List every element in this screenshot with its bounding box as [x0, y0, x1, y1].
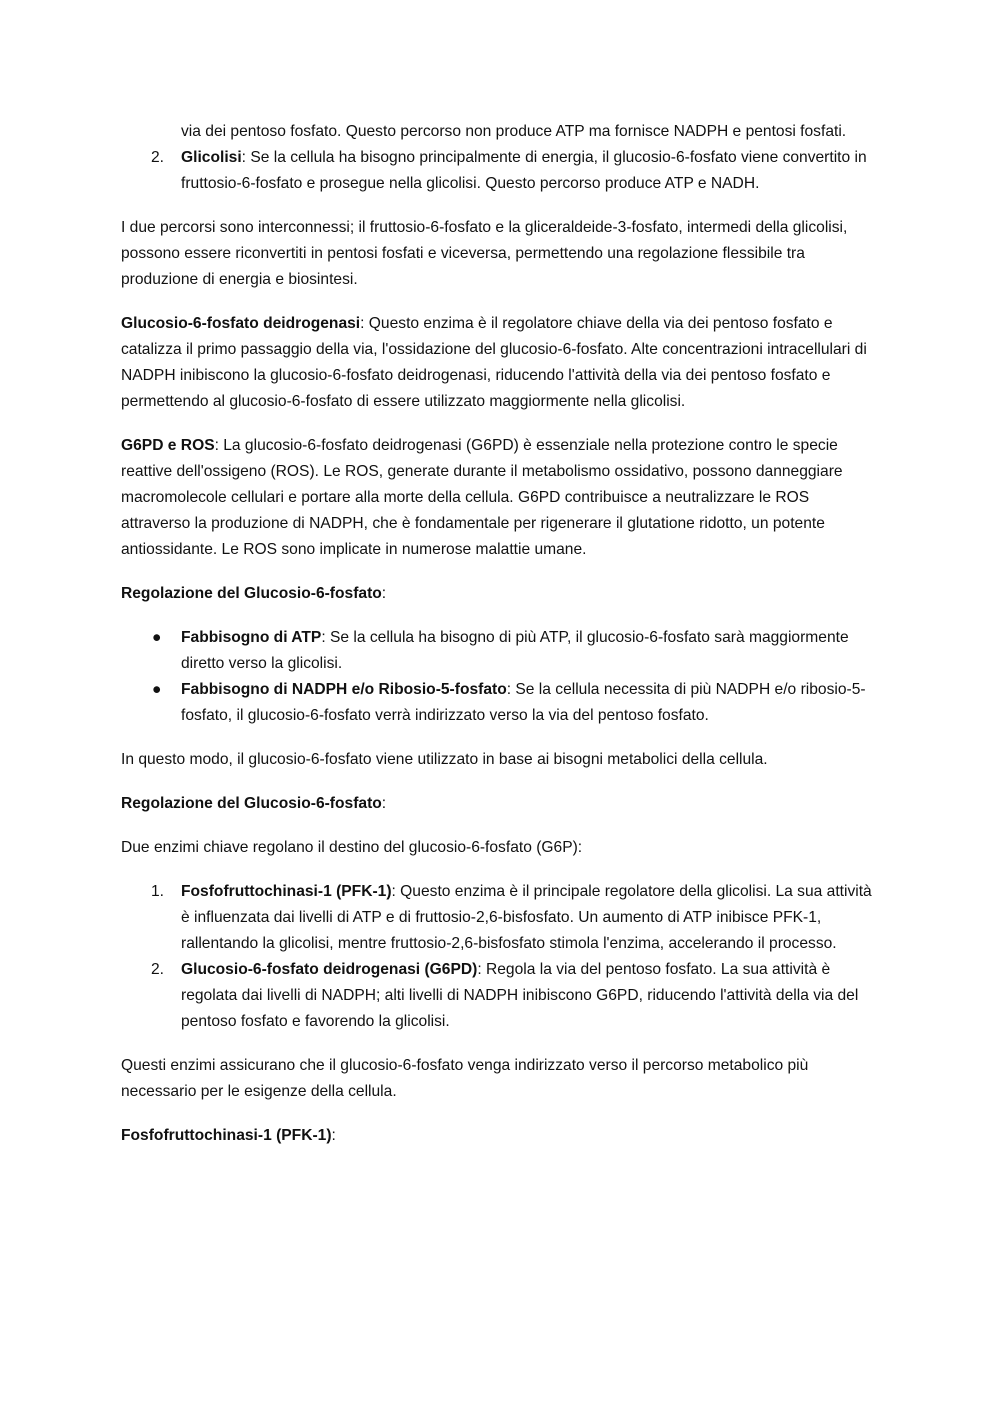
bullet-icon: ●: [152, 681, 162, 698]
paragraph-term: Glucosio-6-fosfato deidrogenasi: [121, 315, 361, 332]
heading-colon: :: [331, 1127, 336, 1144]
paragraph-due-enzimi: Due enzimi chiave regolano il destino del glucosio-6-fosfato (G6P):: [121, 839, 583, 856]
list-item-text: : Questo enzima è il principale regolatore della glicolisi. La sua attività è influenzata dai livelli di ATP e di fruttosio-2,6-bisfosfato. Un aumento di ATP inibisce PFK-1, rallentando la glicolisi, mentre fruttosio-2,6-bisfosfato stimola l'enzima, accelerando il processo.: [181, 883, 872, 952]
section-heading-regolazione: [121, 791, 881, 817]
paragraph-interconnessi: I due percorsi sono interconnessi; il fruttosio-6-fosfato e la gliceraldeide-3-fosfato, intermedi della glicolisi, possono essere riconvertiti in pentosi fosfati e viceversa, permettendo una regolazione flessibile tra produzione di energia e biosintesi.: [121, 219, 848, 288]
list-item: [121, 625, 881, 677]
list-number: 1.: [151, 883, 165, 900]
list-item: [121, 957, 881, 1035]
heading-colon: :: [381, 585, 387, 602]
section-heading-pfk1: [121, 1123, 881, 1149]
pathway-list: [121, 119, 881, 197]
bullet-icon: ●: [152, 629, 162, 646]
bullet-list: [121, 625, 881, 729]
list-item-text: : Se la cellula ha bisogno principalmente di energia, il glucosio-6-fosfato viene convertito in fruttosio-6-fosfato e prosegue nella glicolisi. Questo percorso produce ATP e NADH.: [181, 149, 867, 192]
list-item: [121, 879, 881, 957]
list-item-term: Glicolisi: [181, 149, 242, 166]
enzyme-list: [121, 879, 881, 1035]
list-item-text: : Se la cellula ha bisogno di più ATP, il glucosio-6-fosfato sarà maggiormente diretto verso la glicolisi.: [181, 629, 849, 672]
list-item-term: Fosfofruttochinasi-1 (PFK-1): [181, 883, 392, 900]
list-number: 2.: [151, 149, 165, 166]
heading-text: Regolazione del Glucosio-6-fosfato: [121, 585, 382, 602]
paragraph-text: : Questo enzima è il regolatore chiave della via dei pentoso fosfato e catalizza il primo passaggio della via, l'ossidazione del glucosio-6-fosfato. Alte concentrazioni intracellulari di NADPH inibiscono la glucosio-6-fosfato deidrogenasi, riducendo l'attività della via dei pentoso fosfato e permettendo al glucosio-6-fosfato di essere utilizzato maggiormente nella glicolisi.: [121, 315, 867, 410]
paragraph-g6pd-ros: [121, 433, 881, 563]
list-item-text: : Regola la via del pentoso fosfato. La sua attività è regolata dai livelli di NADPH; alti livelli di NADPH inibiscono G6PD, riducendo l'attività della via del pentoso fosfato e favorendo la glicolisi.: [181, 961, 859, 1030]
document-page: [121, 119, 881, 1167]
list-item: [121, 677, 881, 729]
paragraph-questi-enzimi: Questi enzimi assicurano che il glucosio-6-fosfato venga indirizzato verso il percorso metabolico più necessario per le esigenze della cellula.: [121, 1057, 809, 1100]
heading-text: Fosfofruttochinasi-1 (PFK-1): [121, 1127, 332, 1144]
paragraph-term: G6PD e ROS: [121, 437, 215, 454]
paragraph-g6pd-deidrogenasi: [121, 311, 881, 415]
paragraph-text: : La glucosio-6-fosfato deidrogenasi (G6PD) è essenziale nella protezione contro le specie reattive dell'ossigeno (ROS). Le ROS, generate durante il metabolismo ossidativo, possono danneggiare macromolecole cellulari e portare alla morte della cellula. G6PD contribuisce a neutralizzare le ROS attraverso la produzione di NADPH, che è fondamentale per rigenerare il glutatione ridotto, un potente antiossidante. Le ROS sono implicate in numerose malattie umane.: [121, 437, 843, 558]
heading-colon: :: [381, 795, 387, 812]
list-item-continuation: [121, 119, 881, 145]
section-heading-regolazione: [121, 581, 881, 607]
list-item-text: : Se la cellula necessita di più NADPH e/o ribosio-5-fosfato, il glucosio-6-fosfato verrà indirizzato verso la via del pentoso fosfato.: [181, 681, 866, 724]
list-item-text: via dei pentoso fosfato. Questo percorso non produce ATP ma fornisce NADPH e pentosi fosfati.: [181, 123, 847, 140]
paragraph-in-questo-modo: In questo modo, il glucosio-6-fosfato viene utilizzato in base ai bisogni metabolici della cellula.: [121, 751, 768, 768]
list-item-term: Fabbisogno di NADPH e/o Ribosio-5-fosfato: [181, 681, 507, 698]
list-number: 2.: [151, 961, 165, 978]
list-item-term: Glucosio-6-fosfato deidrogenasi (G6PD): [181, 961, 478, 978]
list-item-glicolisi: [121, 145, 881, 197]
heading-text: Regolazione del Glucosio-6-fosfato: [121, 795, 382, 812]
list-item-term: Fabbisogno di ATP: [181, 629, 322, 646]
